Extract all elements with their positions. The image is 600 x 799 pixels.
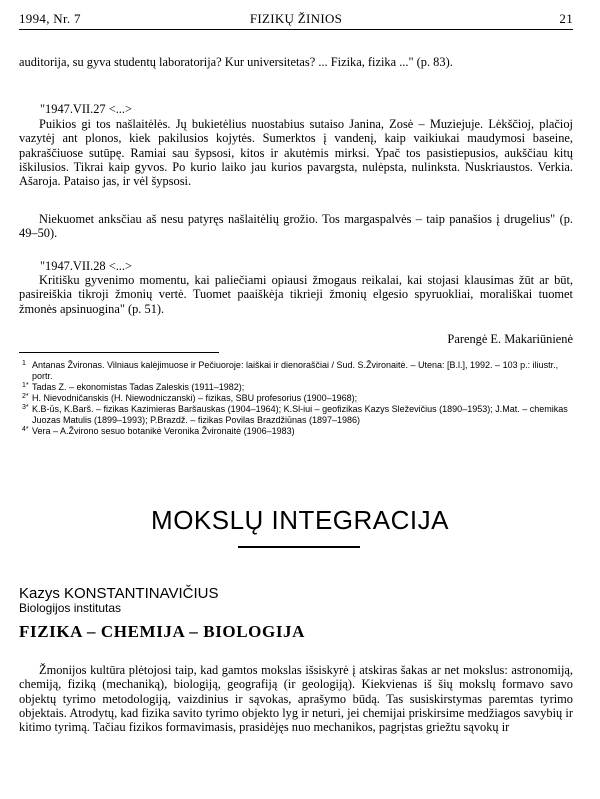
section-title: MOKSLŲ INTEGRACIJA — [151, 505, 449, 535]
footnote-item: 2* H. Nievodničanskis (H. Niewodniczanski) – fizikas, SBU profesorius (1900–1968); — [22, 393, 358, 403]
signature: Parengė E. Makariūnienė — [447, 332, 573, 346]
page-number: 21 — [559, 11, 573, 26]
journal-title: FIZIKŲ ŽINIOS — [249, 11, 343, 26]
article-affiliation: Biologijos institutas — [19, 601, 122, 615]
letter1-paragraph2: Niekuomet anksčiau aš nesu patyręs našlaitėlių grožio. Tos margaspalvės – taip panašios į drugelius" (p. 49–50). — [19, 212, 573, 241]
article-title: FIZIKA – CHEMIJA – BIOLOGIJA — [19, 622, 306, 641]
running-header — [19, 11, 573, 30]
footnote-item: 4* Vera – A.Žvirono sesuo botanikė Veronika Žvironaitė (1906–1983) — [22, 426, 295, 436]
section-divider — [238, 546, 360, 548]
article-author: Kazys KONSTANTINAVIČIUS — [19, 585, 219, 602]
footnote-item: 1 Antanas Žvironas. Vilniaus kalėjimuose ir Pečiuoroje: laiškai ir dienoraščiai / Sud. S.Žvironaitė. – Utena: [B.l.], 1992. – 103 p.: iliustr., portr. — [22, 360, 559, 381]
letter1-paragraph1: Puikios gi tos našlaitėlės. Jų bukietėlius nuostabius sutaiso Janina, Zosė – Muziejuje. Lėkščioj, plačioj vazytėj ant plonos, kiek pakilusios kojytės. Sumerktos į vandenį, kaip vaikiukai maudymosi baseine, pakraščiuose sutūpę. Ramiai sau šypsosi, kitos ir akutėmis mirksi. Ypač tos pasistiepusios, aukščiau kitų iškilusios. Tikrai kaip gyvos. Po kurio laiko jau kurios pavargsta, nulėpsta, nulinksta. Nuskriaustos. Verkia. Ašaroja. Pataiso jas, ir vėl šypsosi. — [19, 117, 573, 189]
letter2-paragraph1: Kritišku gyvenimo momentu, kai paliečiami opiausi žmogaus reikalai, kai stojasi klausimas žūt ar būt, pasireiškia tikroji žmonių vertė. Tuomet paaiškėja tikrieji žmonių elgesio spyruokliai, morališkai tuomet žmonės apsinuogina" (p. 51). — [19, 273, 573, 316]
intro-paragraph: auditorija, su gyva studentų laboratorija? Kur universitetas? ... Fizika, fizika ..." (p. 83). — [19, 55, 453, 69]
footnote-item: 1* Tadas Z. – ekonomistas Tadas Zaleskis (1911–1982); — [22, 382, 245, 392]
issue-label: 1994, Nr. 7 — [19, 11, 81, 26]
letter2-date: "1947.VII.28 <...> — [40, 259, 132, 273]
article-paragraph1: Žmonijos kultūra plėtojosi taip, kad gamtos mokslas išsiskyrė į atskiras šakas ar net mokslus: astronomiją, chemiją, fiziką (mechaniką), biologiją, geografiją (ir geologiją). Kiekvienas iš šių mokslų formavo savo objektų tyrimo metodologiją, vaizdinius ir sąvokas, aprašymo būdą. Tas susiskirstymas paremtas tyrimo objektais. Atrodytų, kad fizika savito tyrimo objekto lyg ir neturi, jei chemijai priskirsime medžiagos savybių ir kitimo tyrimą. Tačiau fizikos formavimasis, prasidėjęs nuo mechanikos, pagrįstas griežtu sąvokų ir — [19, 663, 573, 735]
footnote-list — [22, 360, 574, 437]
footnote-divider — [19, 352, 219, 353]
letter1-date: "1947.VII.27 <...> — [40, 102, 132, 116]
footnote-item: 3* K.B-ūs, K.Barš. – fizikas Kazimieras Baršauskas (1904–1964); K.Sl-iui – geofizikas Kazys Sleževičius (1890–1953); J.Mat. – chemikas Juozas Matulis (1899–1993); P.Brazdž. – fizikas Povilas Brazdžiūnas (1897–1986) — [22, 404, 568, 425]
